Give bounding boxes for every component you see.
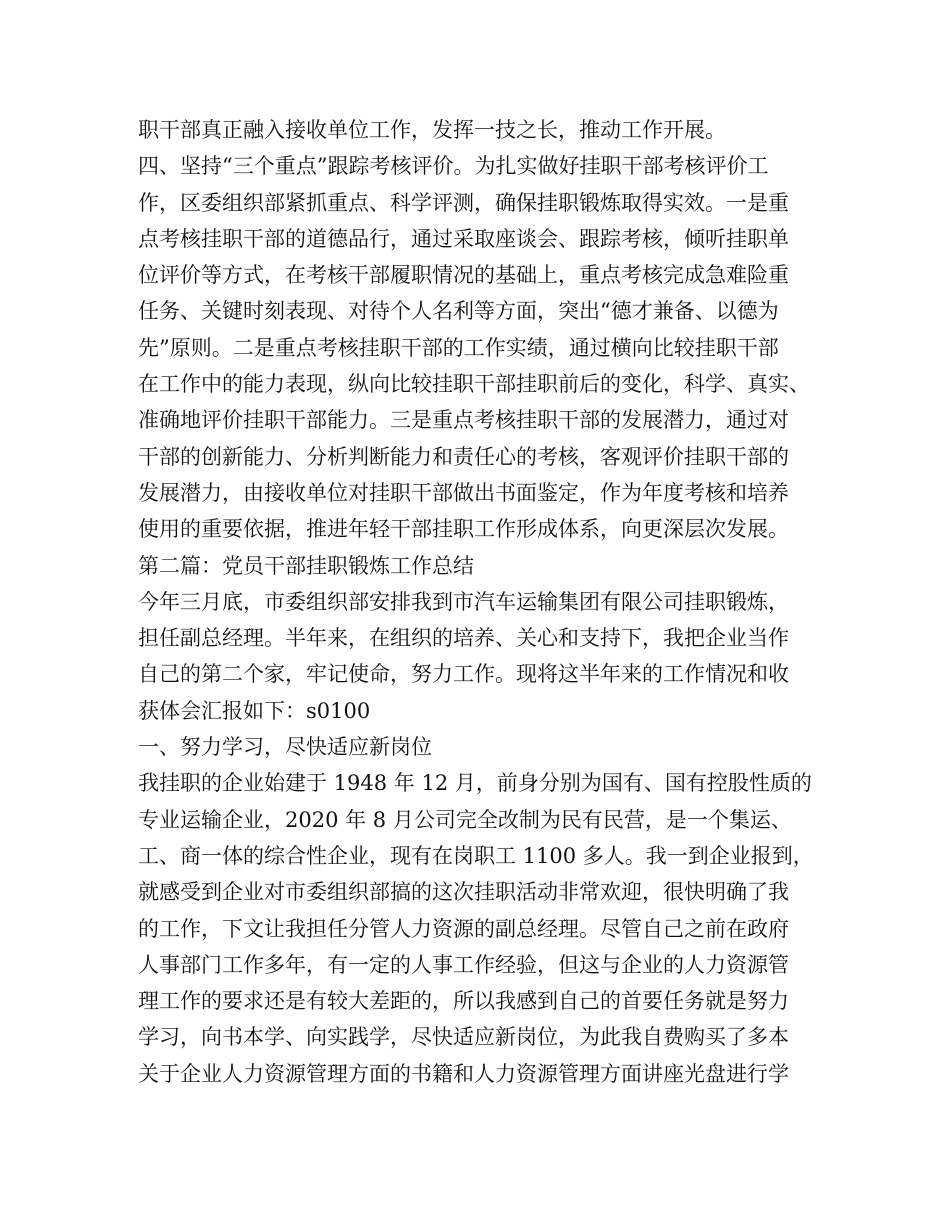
text-line: 今年三月底，市委组织部安排我到市汽车运输集团有限公司挂职锻炼， xyxy=(138,589,789,614)
text-line: 工、商一体的综合性企业，现有在岗职工 1100 多人。我一到企业报到， xyxy=(138,843,814,868)
document-body xyxy=(138,112,818,1092)
text-line: 作，区委组织部紧抓重点、科学评测，确保挂职锻炼取得实效。一是重 xyxy=(138,190,789,215)
text-line: 人事部门工作多年，有一定的人事工作经验，但这与企业的人力资源管 xyxy=(138,952,789,977)
text-line: 我挂职的企业始建于 1948 年 12 月，前身分别为国有、国有控股性质的 xyxy=(138,771,812,796)
text-line: 担任副总经理。半年来，在组织的培养、关心和支持下，我把企业当作 xyxy=(138,626,789,651)
text-line: 职干部真正融入接收单位工作，发挥一技之长，推动工作开展。 xyxy=(138,118,726,142)
text-line: 发展潜力，由接收单位对挂职干部做出书面鉴定，作为年度考核和培养 xyxy=(138,480,789,505)
text-line: 专业运输企业，2020 年 8 月公司完全改制为民有民营，是一个集运、 xyxy=(138,807,792,832)
text-line: 就感受到企业对市委组织部搞的这次挂职活动非常欢迎，很快明确了我 xyxy=(138,880,789,905)
text-line: 关于企业人力资源管理方面的书籍和人力资源管理方面讲座光盘进行学 xyxy=(138,1061,789,1086)
text-line: 四、坚持“三个重点”跟踪考核评价。为扎实做好挂职干部考核评价工 xyxy=(138,154,769,179)
text-line: 准确地评价挂职干部能力。三是重点考核挂职干部的发展潜力，通过对 xyxy=(138,408,789,433)
text-line: 的工作，下文让我担任分管人力资源的副总经理。尽管自己之前在政府 xyxy=(138,916,789,941)
text-line: 获体会汇报如下：s0100 xyxy=(138,698,371,723)
text-line: 干部的创新能力、分析判断能力和责任心的考核，客观评价挂职干部的 xyxy=(138,444,789,469)
text-line: 学习，向书本学、向实践学，尽快适应新岗位，为此我自费购买了多本 xyxy=(138,1025,789,1050)
text-line: 使用的重要依据，推进年轻干部挂职工作形成体系，向更深层次发展。 xyxy=(138,517,789,542)
text-line: 理工作的要求还是有较大差距的，所以我感到自己的首要任务就是努力 xyxy=(138,989,789,1014)
text-line: 点考核挂职干部的道德品行，通过采取座谈会、跟踪考核，倾听挂职单 xyxy=(138,226,789,251)
text-line: 先”原则。二是重点考核挂职干部的工作实绩，通过横向比较挂职干部 xyxy=(138,335,779,360)
text-line: 第二篇：党员干部挂职锻炼工作总结 xyxy=(138,553,474,578)
text-line: 位评价等方式，在考核干部履职情况的基础上，重点考核完成急难险重 xyxy=(138,263,789,288)
text-line: 任务、关键时刻表现、对待个人名利等方面，突出“德才兼备、以德为 xyxy=(138,299,779,324)
text-line: 自己的第二个家，牢记使命，努力工作。现将这半年来的工作情况和收 xyxy=(138,662,789,687)
text-line: 在工作中的能力表现，纵向比较挂职干部挂职前后的变化，科学、真实、 xyxy=(138,372,810,397)
text-line: 一、努力学习，尽快适应新岗位 xyxy=(138,735,432,760)
